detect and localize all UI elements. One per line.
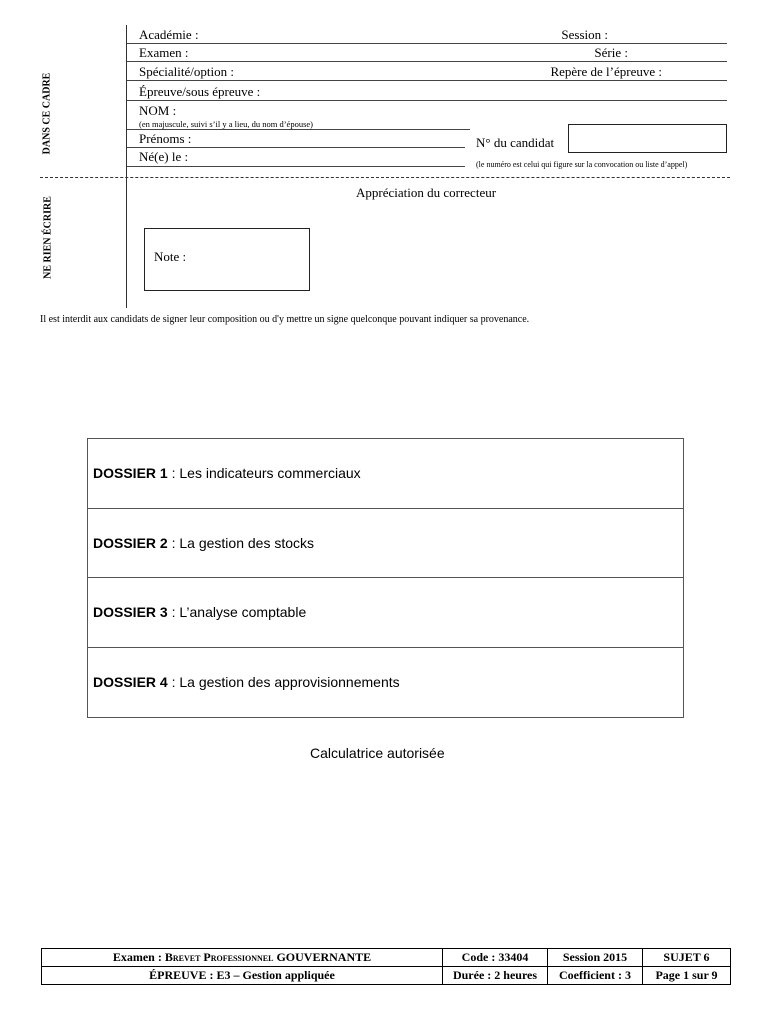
appreciation-label: Appréciation du correcteur xyxy=(356,185,497,200)
footer-duree: Durée : 2 heures xyxy=(443,967,548,985)
dossier-2: DOSSIER 2 : La gestion des stocks xyxy=(93,535,315,551)
dossier-separator xyxy=(88,647,683,648)
session-label: Session : xyxy=(561,27,608,42)
footer-sujet: SUJET 6 xyxy=(643,949,731,967)
footer-examen: Examen : Brevet Professionnel GOUVERNANTE xyxy=(42,949,443,967)
footer-epreuve: ÉPREUVE : E3 – Gestion appliquée xyxy=(42,967,443,985)
line-prenoms xyxy=(127,147,465,148)
dossier-1: DOSSIER 1 : Les indicateurs commerciaux xyxy=(93,465,361,481)
line-specialite xyxy=(127,80,727,81)
note-label: Note : xyxy=(154,249,187,264)
dossier-separator xyxy=(88,508,683,509)
nom-label: NOM : xyxy=(139,103,177,118)
dossier-4: DOSSIER 4 : La gestion des approvisionnements xyxy=(93,674,400,690)
line-academie xyxy=(127,43,727,44)
warning-text: Il est interdit aux candidats de signer leur composition ou d'y mettre un signe quelconque pouvant indiquer sa provenance. xyxy=(40,314,530,325)
specialite-label: Spécialité/option : xyxy=(139,64,234,79)
serie-label: Série : xyxy=(594,45,628,60)
footer-session: Session 2015 xyxy=(548,949,643,967)
side-label-top: DANS CE CADRE xyxy=(41,72,53,155)
note-box[interactable] xyxy=(144,228,310,291)
examen-label: Examen : xyxy=(139,45,189,60)
candidat-label: N° du candidat xyxy=(476,135,555,150)
line-epreuve xyxy=(127,100,727,101)
footer-coefficient: Coefficient : 3 xyxy=(548,967,643,985)
academie-label: Académie : xyxy=(139,27,199,42)
side-label-bottom: NE RIEN ÉCRIRE xyxy=(42,196,54,279)
candidat-note: (le numéro est celui qui figure sur la convocation ou liste d’appel) xyxy=(476,160,688,169)
cut-line xyxy=(40,177,730,178)
dossier-3: DOSSIER 3 : L’analyse comptable xyxy=(93,604,307,620)
candidat-number-box[interactable] xyxy=(568,124,727,153)
line-nom xyxy=(127,129,470,130)
prenoms-label: Prénoms : xyxy=(139,131,192,146)
footer-table xyxy=(41,948,731,985)
repere-label: Repère de l’épreuve : xyxy=(550,64,662,79)
line-examen xyxy=(127,61,727,62)
footer-code: Code : 33404 xyxy=(443,949,548,967)
nom-hint: (en majuscule, suivi s’il y a lieu, du nom d’épouse) xyxy=(139,119,313,129)
footer-page: Page 1 sur 9 xyxy=(643,967,731,985)
ne-le-label: Né(e) le : xyxy=(139,149,189,164)
dossier-separator xyxy=(88,577,683,578)
epreuve-sous-label: Épreuve/sous épreuve : xyxy=(139,84,261,99)
line-ne-le xyxy=(127,166,465,167)
calculator-note: Calculatrice autorisée xyxy=(310,745,445,761)
